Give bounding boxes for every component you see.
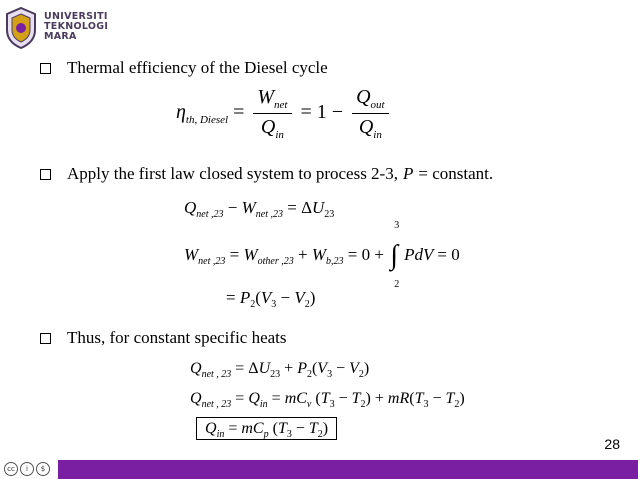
equation-heat-2: $Q_{net , 23} = Q_{in} = mC_v$ $(T_3 - T_2) + mR(T_3 - T_2)$: [190, 390, 465, 410]
checkbox-icon: [40, 333, 51, 344]
bullet-2-P: P: [402, 164, 414, 183]
cc-icon: cc: [4, 462, 18, 476]
equation-first-law: $Q_{net ,23} - W_{net ,23} = \Delta U_{23}$: [184, 198, 335, 220]
bullet-2-text-post: = constant.: [418, 164, 494, 183]
bullet-3-text: Thus, for constant specific heats: [67, 328, 287, 347]
equation-work-result: = $P_2(V_3 - V_2)$: [226, 288, 316, 310]
equation-efficiency: $\eta_{th, Diesel}$ = $\frac{W_{net}}{Q_{in}}$ = 1 − $\frac{Q_{out}}{Q_{in}}$: [176, 86, 393, 141]
uitm-logo: [4, 6, 116, 50]
bullet-2: [40, 164, 493, 184]
nc-icon: $: [36, 462, 50, 476]
equation-heat-boxed: $Q_{in} = mC_p$ $(T_3 - T_2)$: [196, 420, 337, 440]
checkbox-icon: [40, 169, 51, 180]
equation-work: $W_{net ,23} = W_{other ,23} + W_{b,23} = 0$ + ∫ 3 2 PdV = 0: [184, 220, 460, 290]
page-number: 28: [604, 436, 620, 452]
bullet-3: [40, 328, 287, 348]
equation-heat-1: $Q_{net , 23} = \Delta U_{23} + P_2(V_3 - V_2)$: [190, 360, 370, 380]
logo-line3: MARA: [44, 31, 77, 42]
bullet-1: [40, 58, 328, 78]
bullet-2-text-pre: Apply the first law closed system to process 2-3,: [67, 164, 398, 183]
logo-line1: UNIVERSITI: [44, 11, 108, 22]
logo-line2: TEKNOLOGI: [44, 21, 109, 32]
checkbox-icon: [40, 63, 51, 74]
by-icon: i: [20, 462, 34, 476]
crest-icon: [4, 6, 38, 50]
footer-bar: [58, 460, 638, 479]
bullet-1-text: Thermal efficiency of the Diesel cycle: [67, 58, 328, 77]
